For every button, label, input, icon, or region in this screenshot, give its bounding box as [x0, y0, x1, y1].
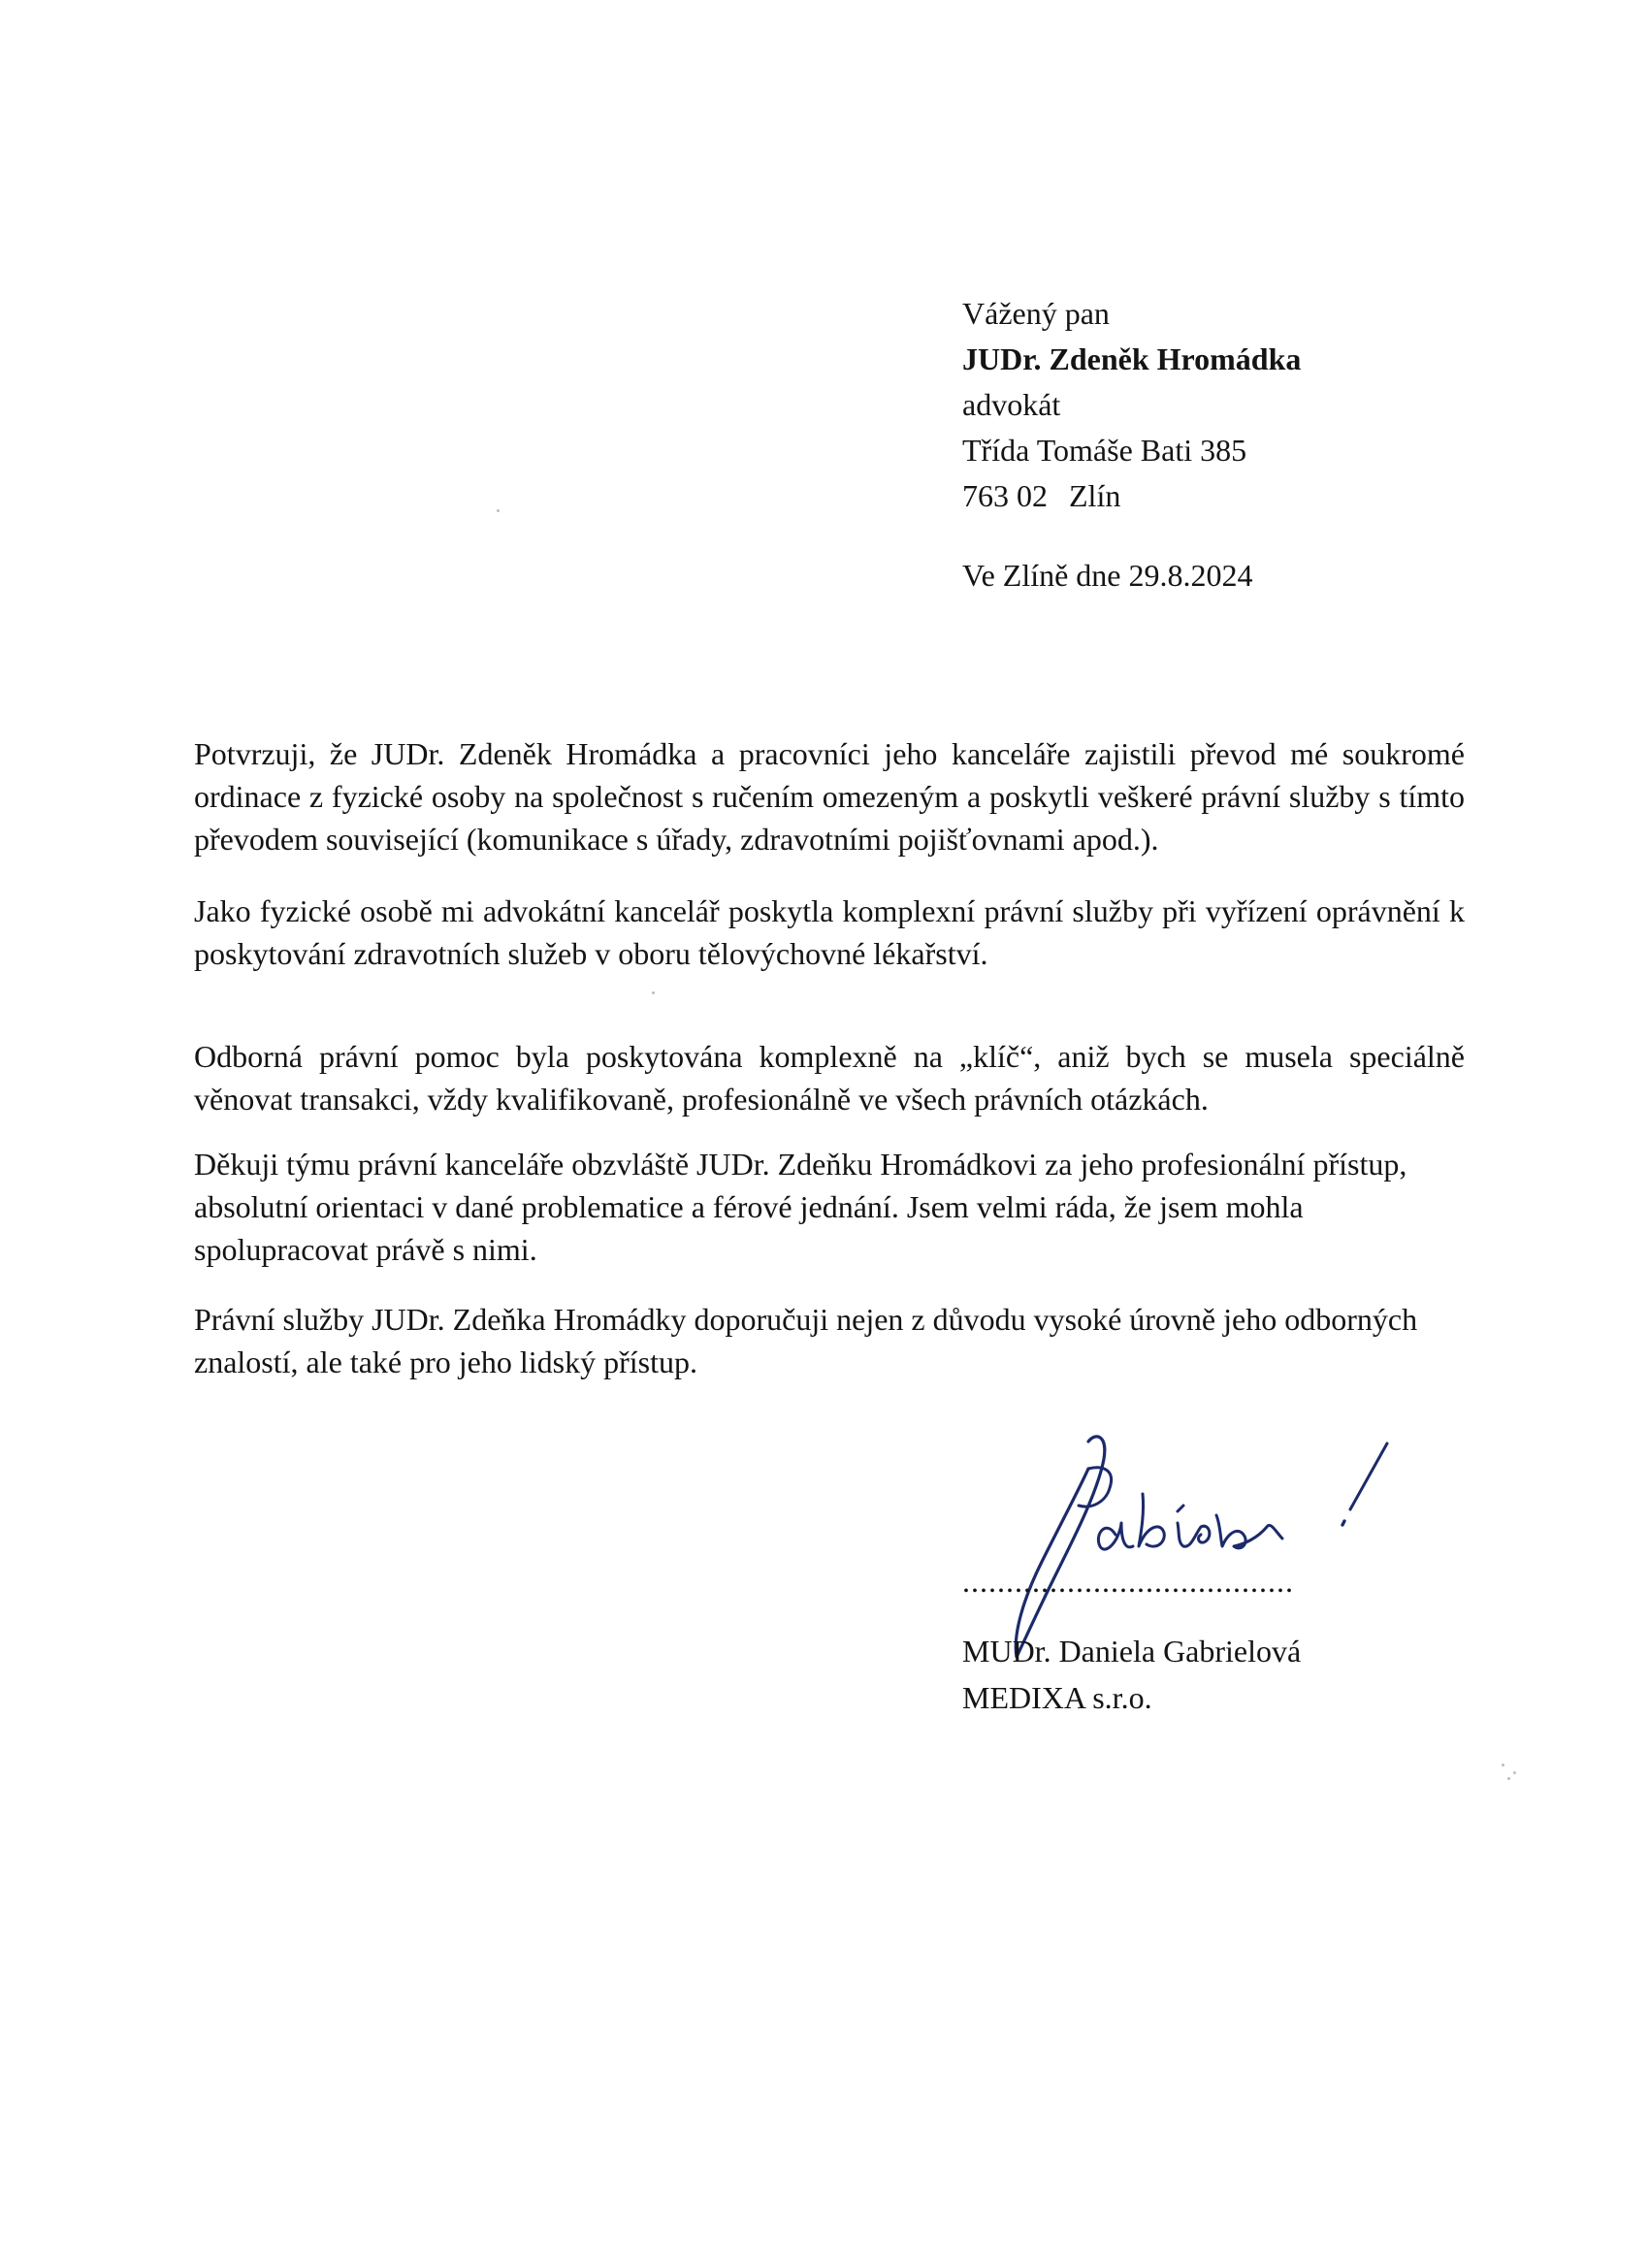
paragraph-recommendation: Právní služby JUDr. Zdeňka Hromádky doporučuji nejen z důvodu vysoké úrovně jeho odborných znalostí, ale také pro jeho lidský přístup. — [194, 1302, 1418, 1379]
recipient-profession: advokát — [962, 387, 1061, 422]
signer-company: MEDIXA s.r.o. — [962, 1680, 1152, 1715]
recipient-city: Zlín — [1069, 478, 1121, 513]
scan-speck — [652, 991, 655, 994]
paragraph-medical-services: Jako fyzické osobě mi advokátní kancelář poskytla komplexní právní služby při vyřízení oprávnění k poskytování zdravotních služeb v oboru tělovýchovné lékařství. — [194, 893, 1465, 971]
recipient-postal-code: 763 02 — [962, 478, 1048, 513]
paragraph-legal-assistance: Odborná právní pomoc byla poskytována komplexně na „klíč“, aniž bych se musela speciálně věnovat transakci, vždy kvalifikovaně, profesionálně ve všech právních otázkách. — [194, 1039, 1465, 1117]
signer-block — [962, 1628, 1301, 1721]
date-line: Ve Zlíně dne 29.8.2024 — [962, 558, 1253, 593]
recipient-street: Třída Tomáše Bati 385 — [962, 433, 1247, 468]
signer-name: MUDr. Daniela Gabrielová — [962, 1634, 1302, 1669]
handwritten-signature — [980, 1426, 1416, 1659]
scan-speck — [1507, 1777, 1510, 1780]
recipient-salutation: Vážený pan — [962, 296, 1110, 331]
paragraph-confirmation: Potvrzuji, že JUDr. Zdeněk Hromádka a pracovníci jeho kanceláře zajistili převod mé soukromé ordinace z fyzické osoby na společnost s ručením omezeným a poskytli veškeré právní služby s tímto převodem související (komunikace s úřady, zdravotními pojišťovnami apod.). — [194, 736, 1465, 857]
recipient-address-block — [962, 291, 1301, 519]
recipient-name: JUDr. Zdeněk Hromádka — [962, 341, 1302, 376]
recipient-city-line — [962, 473, 1301, 519]
paragraph-thanks: Děkuji týmu právní kanceláře obzvláště JUDr. Zdeňku Hromádkovi za jeho profesionální přístup, absolutní orientaci v dané problematice a férové jednání. Jsem velmi ráda, že jsem mohla spolupracovat právě s nimi. — [194, 1147, 1407, 1267]
scan-speck — [1502, 1764, 1504, 1766]
signature-dotted-line: ...................................... — [962, 1564, 1294, 1599]
scan-speck — [497, 509, 500, 512]
scan-speck — [1513, 1771, 1516, 1774]
